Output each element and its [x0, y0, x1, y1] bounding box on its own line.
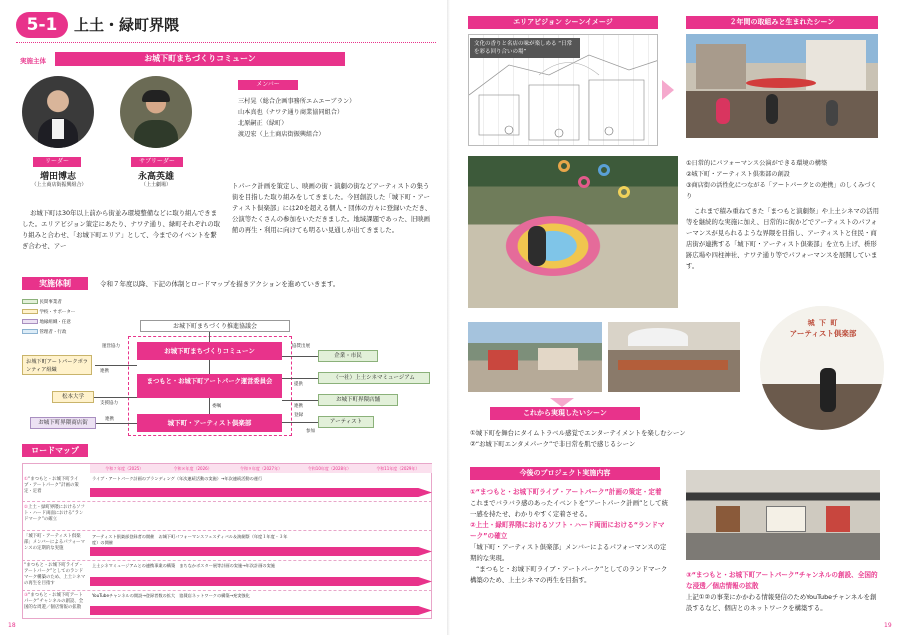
leader-affil: （上土商店街振興組合）	[31, 182, 87, 188]
connector-line	[94, 397, 137, 398]
diagram-left2: 松本大学	[52, 391, 94, 403]
achievements-text: これまで積み重ねてきた「まつもと演劇祭」や上土シネマの活用等を継続的な実施に加え、日常的に街かどでアーティストのパフォーマンスが見られるような界隈を目指し、アーティストと住民・商店街が連携する「城下町・アーティスト倶楽部」を立ち上げ、枡形跡広場や四柱神社、ナワテ通り等でパフォーマンスを展開しています。	[686, 207, 879, 270]
arrow-right-icon	[662, 80, 674, 100]
roadmap-row-label: ①“まつもと・お城下町ライブ・アートパーク”計画の策定・定着	[24, 477, 79, 494]
label-renkei: 連携	[105, 417, 114, 422]
subleader-name: 永高英雄	[137, 172, 174, 182]
member-item: 北原嗣正（緑町）	[238, 120, 288, 127]
achievement-item: ③商店街の活性化につながる「アートパークとの連携」のしくみづくり	[686, 182, 877, 200]
project-3-text: 上記①②の事業にかかわる情報発信のためYouTubeチャンネルを創設するなど、個店とのネットワークを構築する。	[686, 593, 877, 612]
future-title: これから実現したいシーン	[490, 407, 640, 420]
legend-item: 学校・サポーター	[22, 308, 75, 318]
project-3-heading: ③“まつもと・お城下町アートパーク”チャンネルの創設、全国的な浸透／個店情報の拡散	[686, 571, 878, 590]
diagram-right1: 企業・市民	[318, 350, 378, 362]
leader-photo	[22, 76, 94, 148]
achievement-item: ②城下町・アーティスト倶楽部の創設	[686, 171, 790, 178]
member-item: 三村晃（総合企画事務所エムエーブラン）	[238, 98, 356, 105]
members-title: メンバー	[238, 80, 298, 90]
subleader-affil: （上土劇場）	[140, 182, 171, 188]
cinema-building-photo	[686, 470, 880, 560]
org-label: 実施主体	[20, 57, 46, 65]
two-year-title: ２年間の取組みと生まれたシーン	[686, 16, 878, 29]
artist-club-sign	[768, 318, 878, 339]
roadmap-years	[90, 464, 432, 473]
label-ishou: 委嘱	[212, 404, 221, 409]
project-content	[470, 487, 670, 586]
legend-item: 地縁組織・任意	[22, 318, 75, 328]
roadmap-row-text: ライブ・アートパーク計画のブランディング（年次連続活動の実施）→年次連続活動の運行	[92, 476, 263, 481]
member-item: 山本真也（ナワテ通り商業協同組合）	[238, 109, 344, 116]
achievement-item: ①日常的にパフォーマンス公演ができる環境の構築	[686, 160, 828, 167]
dancer-photo	[468, 156, 678, 308]
members-list	[238, 96, 355, 140]
roadmap-row-label: “まつもと・お城下町ライブ・アートパーク”としてのランドマーク構築のため、上土シネマの再生を目指す	[24, 563, 86, 586]
label-teikyo: 提供	[294, 382, 303, 387]
year-cell: 令和７年度（2025）	[105, 466, 144, 471]
project-2-text-2: “まつもと・お城下町ライブ・アートパーク”としてのランドマーク構築のため、上土シネマの再生を目指す。	[470, 565, 668, 584]
connector-line	[282, 356, 318, 357]
legend	[22, 298, 75, 338]
year-cell: 令和11年度（2029年）	[376, 466, 420, 471]
connector-line	[282, 378, 318, 379]
diagram-right4: アーティスト	[318, 416, 374, 428]
roadmap-bar	[90, 488, 432, 497]
roadmap-bar	[90, 606, 432, 615]
diagram-commune: お城下町まちづくりコミューン	[137, 342, 282, 360]
org-name: お城下町まちづくりコミューン	[55, 52, 345, 66]
project-2-heading: ②上土・緑町界隈におけるソフト・ハード両面における“ランドマーク”の確立	[470, 521, 665, 540]
section-number: 5-1	[26, 15, 58, 35]
project-2-text: 「城下町・アーティスト倶楽部」メンバーによるパフォーマンスの定期的な実現。	[470, 543, 667, 562]
section-title: 上土・緑町界隈	[74, 16, 180, 34]
diagram-right2: （一社）上土シネマミュージアム	[318, 372, 430, 384]
leader-role: リーダー	[33, 157, 81, 167]
roadmap-bar	[90, 577, 432, 586]
legend-item: 管理者・行政	[22, 328, 75, 338]
label-renkei: 連携	[100, 369, 109, 374]
member-item: 渡辺宏（上土商店街振興組合）	[238, 131, 325, 138]
label-unei: 運営協力	[102, 344, 120, 349]
right-page	[450, 0, 900, 635]
project-title: 今後のプロジェクト実施内容	[470, 467, 660, 480]
project-3	[686, 570, 882, 614]
vision-title: エリアビジョン シーンイメージ	[468, 16, 658, 29]
page-number: 18	[8, 622, 16, 629]
diagram-club: 城下町・アーティスト倶楽部	[137, 414, 282, 432]
market-photo	[608, 322, 740, 392]
diagram-right3: お城下町界隈店舗	[318, 394, 398, 406]
connector-line	[209, 398, 210, 414]
subleader-photo	[120, 76, 192, 148]
project-1-text: これまでバラバラ感のあったイベントを“アートパーク計画”として統一感を持たせ、わかりやすく定着させる。	[470, 499, 668, 518]
year-cell: 令和８年度（2026）	[173, 466, 212, 471]
roadmap-row-text: YouTubeチャンネルの開設→登録者数の拡大 協賛店ネットワークの構築→充実強化	[92, 593, 250, 598]
connector-line	[209, 332, 210, 342]
street-performance-photo	[686, 34, 878, 138]
roadmap-row-text: 上土シネマミュージアムとの連携事業の構築 まちなかボスター展等計画の実施→年次計画の実施	[92, 563, 275, 568]
diagram-left1: お城下町アートパークボランティア組織	[22, 355, 92, 375]
roadmap-title: ロードマップ	[22, 444, 88, 457]
label-kyosan: 協賛出展	[292, 344, 310, 349]
roadmap-row-label: 「城下町・アーティスト倶楽部」メンバーによるパフォーマンスの定期的な実施	[24, 534, 85, 551]
section-number-badge	[16, 12, 68, 38]
sketch-caption: 文化の香りと名店の味が楽しめる “日常を彩る回り合いの場”	[470, 38, 580, 58]
intro-column-1: お城下町は30年以上前から街並み環境整備などに取り組んできました。エリアビジョン策定にあたり、ナワテ通り、緑町それぞれの取り組みと合わせ、「お城下町エリア」として、今までのイベントを繋ぎ合わせ、アー	[22, 209, 220, 250]
connector-line	[282, 400, 318, 401]
subleader-role: サブリーダー	[131, 157, 183, 167]
diagram-left3: お城下町界隈商店街	[30, 417, 96, 429]
achievements-list	[686, 158, 882, 202]
label-shien: 支援協力	[100, 401, 118, 406]
roadmap-row-label: ②上土・緑町界隈におけるソフト・ハード両面における“ランドマーク”の確立	[24, 505, 85, 522]
impl-title: 実施体制	[22, 277, 88, 290]
diagram-top: お城下町まちづくり推進協議会	[140, 320, 290, 332]
leader-name: 増田博志	[39, 172, 76, 182]
diagram-committee: まつもと・お城下町アートパーク運営委員会	[137, 374, 282, 398]
future-list	[470, 428, 686, 450]
label-renkei: 連携	[294, 404, 303, 409]
arrow-up-icon	[550, 398, 574, 407]
page-number: 19	[884, 622, 892, 629]
roadmap-bar	[90, 547, 432, 556]
intro-column-2: トパーク計画を策定し、映画の街・演劇の街などアーティストの集う街を目指した取り組みをしてきました。今回創設した「城下町・アーティスト倶楽部」には20を超える個人・団体の方々に登録いただき、公演等たくさんの参加をいただきました。地域課題であった、旧映画館の再生・利用に向けても明るい見通しが出てきました。	[232, 182, 432, 234]
year-cell: 令和９年度（2027年）	[239, 466, 283, 471]
future-item: ②“お城下町エンタメパーク”で非日常を肌で感じるシーン	[470, 440, 636, 448]
future-item: ①城下町を舞台にタイムトラベル感覚でエンターテイメントを楽しむシーン	[470, 429, 686, 437]
roadmap-row-label: ③“まつもと・お城下町アートパーク”チャンネルの創設、全国的な周遊／個店情報の拡散	[24, 593, 84, 610]
header-underline	[16, 42, 436, 43]
label-toroku: 登録	[294, 413, 303, 418]
sign-line-2: アーティスト倶楽部	[789, 329, 857, 338]
legend-item: 民間事業者	[22, 298, 75, 308]
connector-line	[96, 423, 137, 424]
year-cell: 令和10年度（2028年）	[307, 466, 352, 471]
diagram-dashed-frame	[128, 336, 292, 436]
roadmap-row-text: アーティスト倶楽部登録者の開催 お城下町パフォーマンスフェスティバル＆演劇祭（年度１年度・３年度）の開催	[92, 534, 288, 545]
impl-text: 令和７年度以降、下記の体制とロードマップを描きアクションを進めていきます。	[100, 280, 340, 288]
street-photo	[468, 322, 602, 392]
connector-line	[209, 360, 210, 374]
project-1-heading: ①“まつもと・お城下町ライブ・アートパーク”計画の策定・定着	[470, 488, 662, 496]
label-sanka: 参加	[306, 429, 315, 434]
connector-line	[95, 365, 137, 366]
sign-line-1: 城 下 町	[807, 319, 839, 327]
connector-line	[282, 422, 318, 423]
